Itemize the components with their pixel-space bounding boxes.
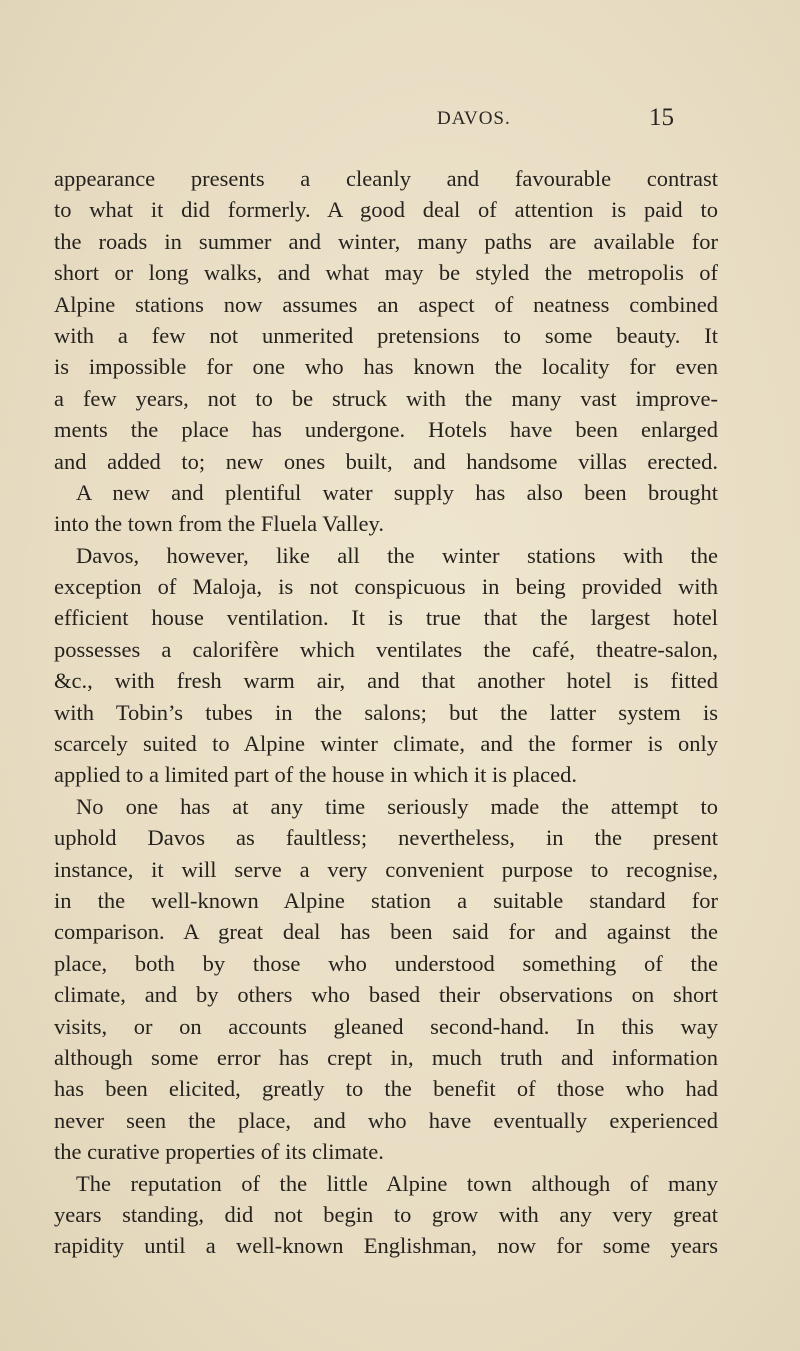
text-line: has been elicited, greatly to the benefit of those who had <box>54 1076 718 1102</box>
text-line: with a few not unmerited pretensions to some beauty. It <box>54 322 718 348</box>
paragraph-start-line: No one has at any time seriously made the attempt to <box>76 793 718 819</box>
running-head-title: DAVOS. <box>437 108 511 129</box>
text-line: uphold Davos as faultless; nevertheless, in the present <box>54 825 718 851</box>
paragraph-start-line: A new and plentiful water supply has also been brought <box>76 479 718 505</box>
paragraph-end-line: into the town from the Fluela Valley. <box>54 511 384 537</box>
paragraph-end-line: applied to a limited part of the house in which it is placed. <box>54 762 577 788</box>
text-line: rapidity until a well-known Englishman, now for some years <box>54 1233 718 1259</box>
text-line: never seen the place, and who have eventually experienced <box>54 1107 718 1133</box>
paragraph-start-line: Davos, however, like all the winter stations with the <box>76 542 718 568</box>
text-line: in the well-known Alpine station a suitable standard for <box>54 887 718 913</box>
text-line: scarcely suited to Alpine winter climate, and the former is only <box>54 731 718 757</box>
text-line: Alpine stations now assumes an aspect of neatness combined <box>54 291 718 317</box>
text-line: place, both by those who understood something of the <box>54 950 718 976</box>
text-line: to what it did formerly. A good deal of attention is paid to <box>54 197 718 223</box>
text-line: efficient house ventilation. It is true that the largest hotel <box>54 605 718 631</box>
text-line: visits, or on accounts gleaned second-hand. In this way <box>54 1013 718 1039</box>
text-line: appearance presents a cleanly and favourable contrast <box>54 166 718 191</box>
text-line: comparison. A great deal has been said for and against the <box>54 919 718 945</box>
text-line: the roads in summer and winter, many paths are available for <box>54 228 718 254</box>
text-line: although some error has crept in, much truth and information <box>54 1044 718 1070</box>
text-line: years standing, did not begin to grow with any very great <box>54 1201 718 1227</box>
paragraph-start-line: The reputation of the little Alpine town although of many <box>76 1170 718 1196</box>
text-line: ments the place has undergone. Hotels have been enlarged <box>54 417 718 443</box>
running-head <box>0 104 800 136</box>
text-line: is impossible for one who has known the locality for even <box>54 354 718 380</box>
text-line: and added to; new ones built, and handsome villas erected. <box>54 448 718 474</box>
text-line: with Tobin’s tubes in the salons; but the latter system is <box>54 699 718 725</box>
text-line: climate, and by others who based their observations on short <box>54 982 718 1008</box>
text-line: possesses a calorifère which ventilates the café, theatre-salon, <box>54 636 718 662</box>
text-line: short or long walks, and what may be styled the metropolis of <box>54 260 718 286</box>
paragraph-end-line: the curative properties of its climate. <box>54 1139 384 1165</box>
text-line: exception of Maloja, is not conspicuous in being provided with <box>54 574 718 600</box>
body-text <box>54 163 718 1262</box>
text-line: &c., with fresh warm air, and that another hotel is fitted <box>54 668 718 694</box>
text-line: a few years, not to be struck with the many vast improve- <box>54 385 718 411</box>
page-number: 15 <box>649 104 674 131</box>
text-line: instance, it will serve a very convenient purpose to recognise, <box>54 856 718 882</box>
